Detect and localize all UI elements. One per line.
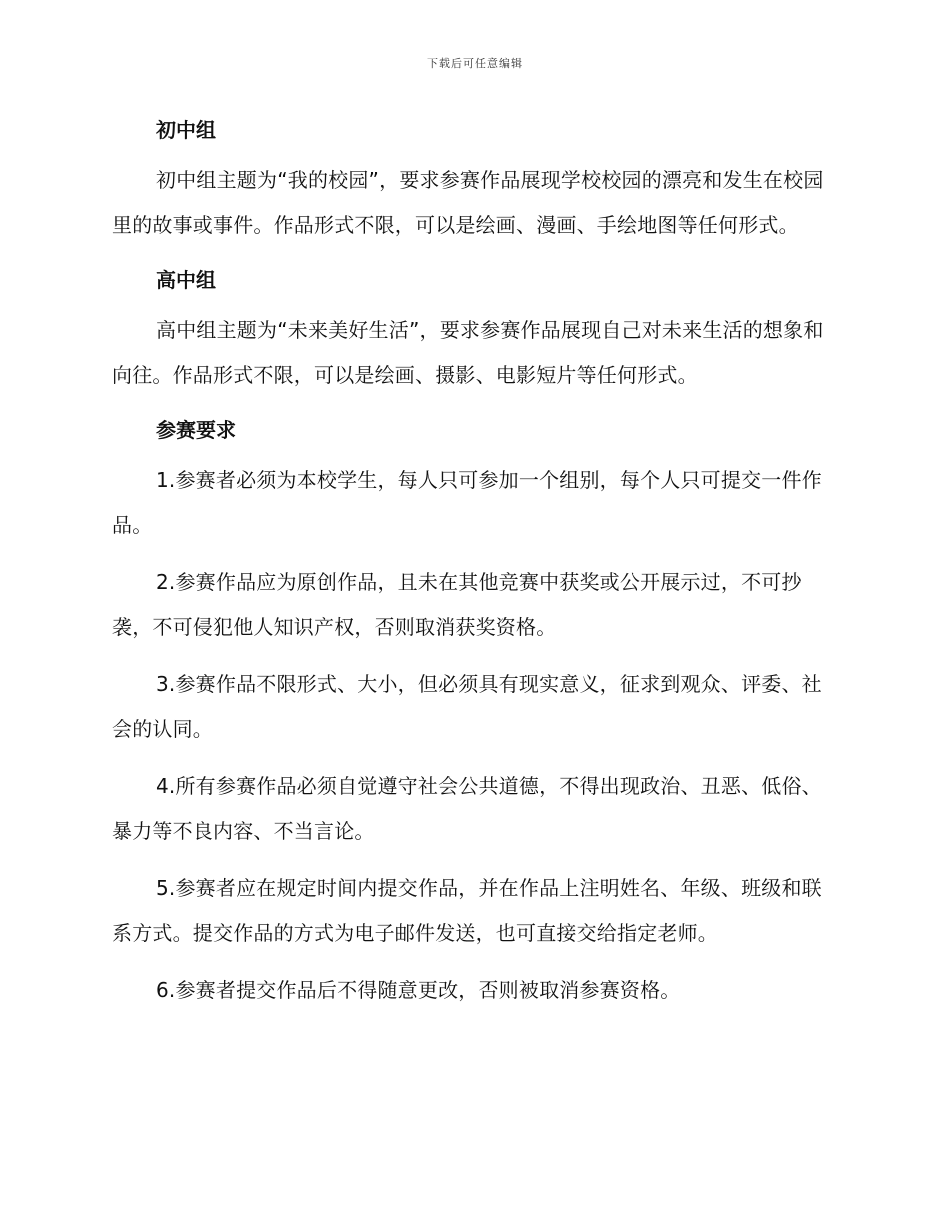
- requirement-item-4: 4.所有参赛作品必须自觉遵守社会公共道德，不得出现政治、丑恶、低俗、暴力等不良内容、不当言论。: [112, 774, 822, 843]
- requirement-item-5: 5.参赛者应在规定时间内提交作品，并在作品上注明姓名、年级、班级和联系方式。提交作品的方式为电子邮件发送，也可直接交给指定老师。: [112, 876, 822, 945]
- document-body: [112, 112, 832, 1013]
- header-note: 下载后可任意编辑: [427, 57, 523, 70]
- requirement-item-3: 3.参赛作品不限形式、大小，但必须具有现实意义，征求到观众、评委、社会的认同。: [112, 672, 822, 741]
- senior-group-heading: 高中组: [156, 268, 216, 292]
- junior-group-heading: 初中组: [156, 118, 216, 142]
- requirement-item-2: 2.参赛作品应为原创作品，且未在其他竞赛中获奖或公开展示过，不可抄袭，不可侵犯他人知识产权，否则取消获奖资格。: [112, 570, 802, 639]
- senior-group-paragraph: 高中组主题为“未来美好生活”，要求参赛作品展现自己对未来生活的想象和向往。作品形式不限，可以是绘画、摄影、电影短片等任何形式。: [112, 318, 824, 387]
- requirements-heading: 参赛要求: [156, 418, 236, 442]
- requirement-item-1: 1.参赛者必须为本校学生，每人只可参加一个组别，每个人只可提交一件作品。: [112, 468, 822, 537]
- requirement-item-6: 6.参赛者提交作品后不得随意更改，否则被取消参赛资格。: [156, 978, 681, 1002]
- junior-group-paragraph: 初中组主题为“我的校园”，要求参赛作品展现学校校园的漂亮和发生在校园里的故事或事件。作品形式不限，可以是绘画、漫画、手绘地图等任何形式。: [112, 168, 824, 237]
